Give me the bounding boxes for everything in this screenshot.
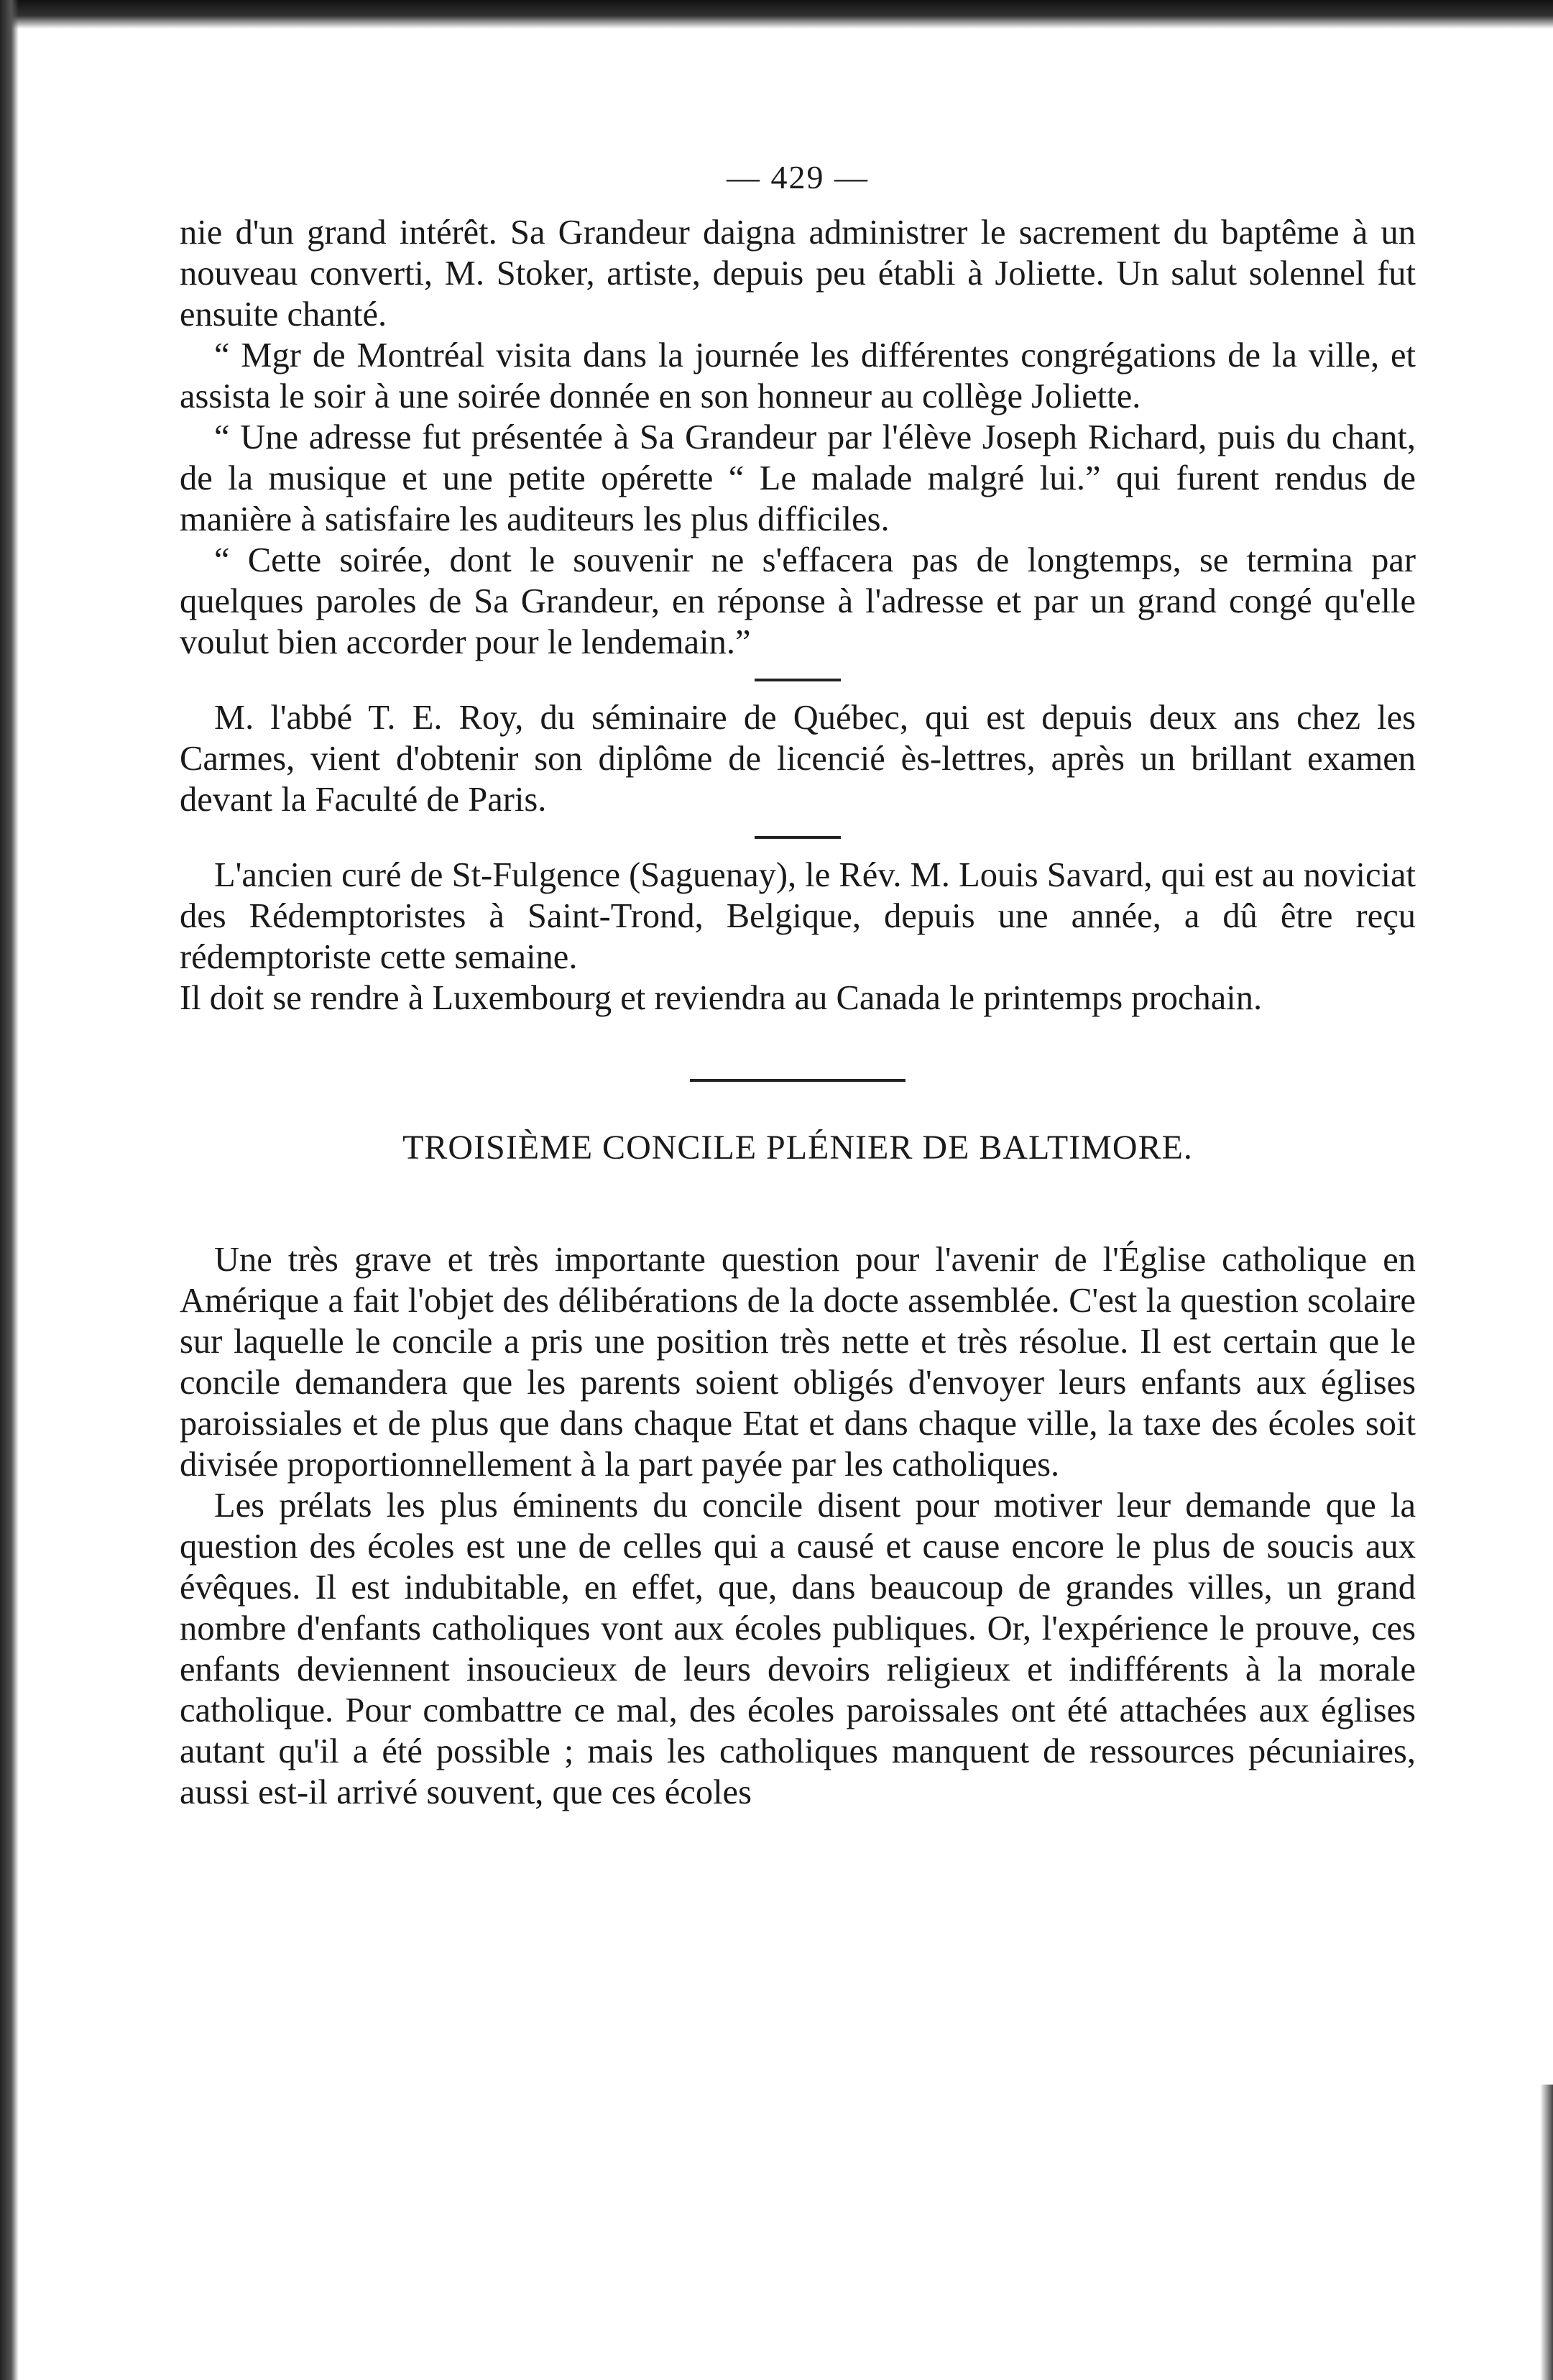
- scan-top-edge: [0, 0, 1553, 29]
- section-rule: [690, 1079, 905, 1082]
- separator-rule: [755, 679, 841, 681]
- news-item-roy: M. l'abbé T. E. Roy, du séminaire de Québec, qui est depuis deux ans chez les Carmes, vient d'obtenir son diplôme de licencié ès-lettres, après un brillant examen devant la Faculté de Paris.: [180, 699, 1416, 819]
- separator-rule: [755, 836, 841, 839]
- page-number: — 429 —: [727, 159, 869, 196]
- paragraph-mgr-montreal: “ Mgr de Montréal visita dans la journée les différentes congrégations de la ville, et assista le soir à une soirée donnée en son honneur au collège Joliette.: [180, 336, 1416, 415]
- news-item-savard-continued: Il doit se rendre à Luxembourg et reviendra au Canada le printemps prochain.: [180, 979, 1263, 1017]
- paragraph-soiree: “ Cette soirée, dont le souvenir ne s'effacera pas de longtemps, se termina par quelques paroles de Sa Grandeur, en réponse à l'adresse et par un grand congé qu'elle voulut bien accorder pour le lendemain.”: [180, 541, 1416, 661]
- section-paragraph-question-scolaire: Une très grave et très importante question pour l'avenir de l'Église catholique en Amérique a fait l'objet des délibérations de la docte assemblée. C'est la question scolaire sur laquelle le concile a pris une position très nette et très résolue. Il est certain que le concile demandera que les parents soient obligés d'envoyer leurs enfants aux églises paroissiales et de plus que dans chaque Etat et dans chaque ville, la taxe des écoles soit divisée proportionnellement à la part payée par les catholiques.: [180, 1241, 1416, 1484]
- scan-right-edge: [1540, 2085, 1553, 2380]
- paragraph-adresse: “ Une adresse fut présentée à Sa Grandeur par l'élève Joseph Richard, puis du chant, de la musique et une petite opérette “ Le malade malgré lui.” qui furent rendus de manière à satisfaire les auditeurs les plus difficiles.: [180, 418, 1416, 538]
- page: [180, 158, 1416, 1813]
- scan-left-edge: [0, 0, 19, 2380]
- section-paragraph-prelats: Les prélats les plus éminents du concile disent pour motiver leur demande que la question des écoles est une de celles qui a causé et cause encore le plus de soucis aux évêques. Il est indubitable, en effet, que, dans beaucoup de grandes villes, un grand nombre d'enfants catholiques vont aux écoles publiques. Or, l'expérience le prouve, ces enfants deviennent insoucieux de leurs devoirs religieux et indifférents à la morale catholique. Pour combattre ce mal, des écoles paroissales ont été attachées aux églises autant qu'il a été possible ; mais les catholiques manquent de ressources pécuniaires, aussi est-il arrivé souvent, que ces écoles: [180, 1487, 1416, 1811]
- news-item-savard: L'ancien curé de St-Fulgence (Saguenay), le Rév. M. Louis Savard, qui est au noviciat des Rédemptoristes à Saint-Trond, Belgique, depuis une année, a dû être reçu rédemptoriste cette semaine.: [180, 856, 1416, 976]
- paragraph-continuation: nie d'un grand intérêt. Sa Grandeur daigna administrer le sacrement du baptême à un nouveau converti, M. Stoker, artiste, depuis peu établi à Joliette. Un salut solennel fut ensuite chanté.: [180, 213, 1416, 334]
- section-heading: TROISIÈME CONCILE PLÉNIER DE BALTIMORE.: [402, 1129, 1193, 1167]
